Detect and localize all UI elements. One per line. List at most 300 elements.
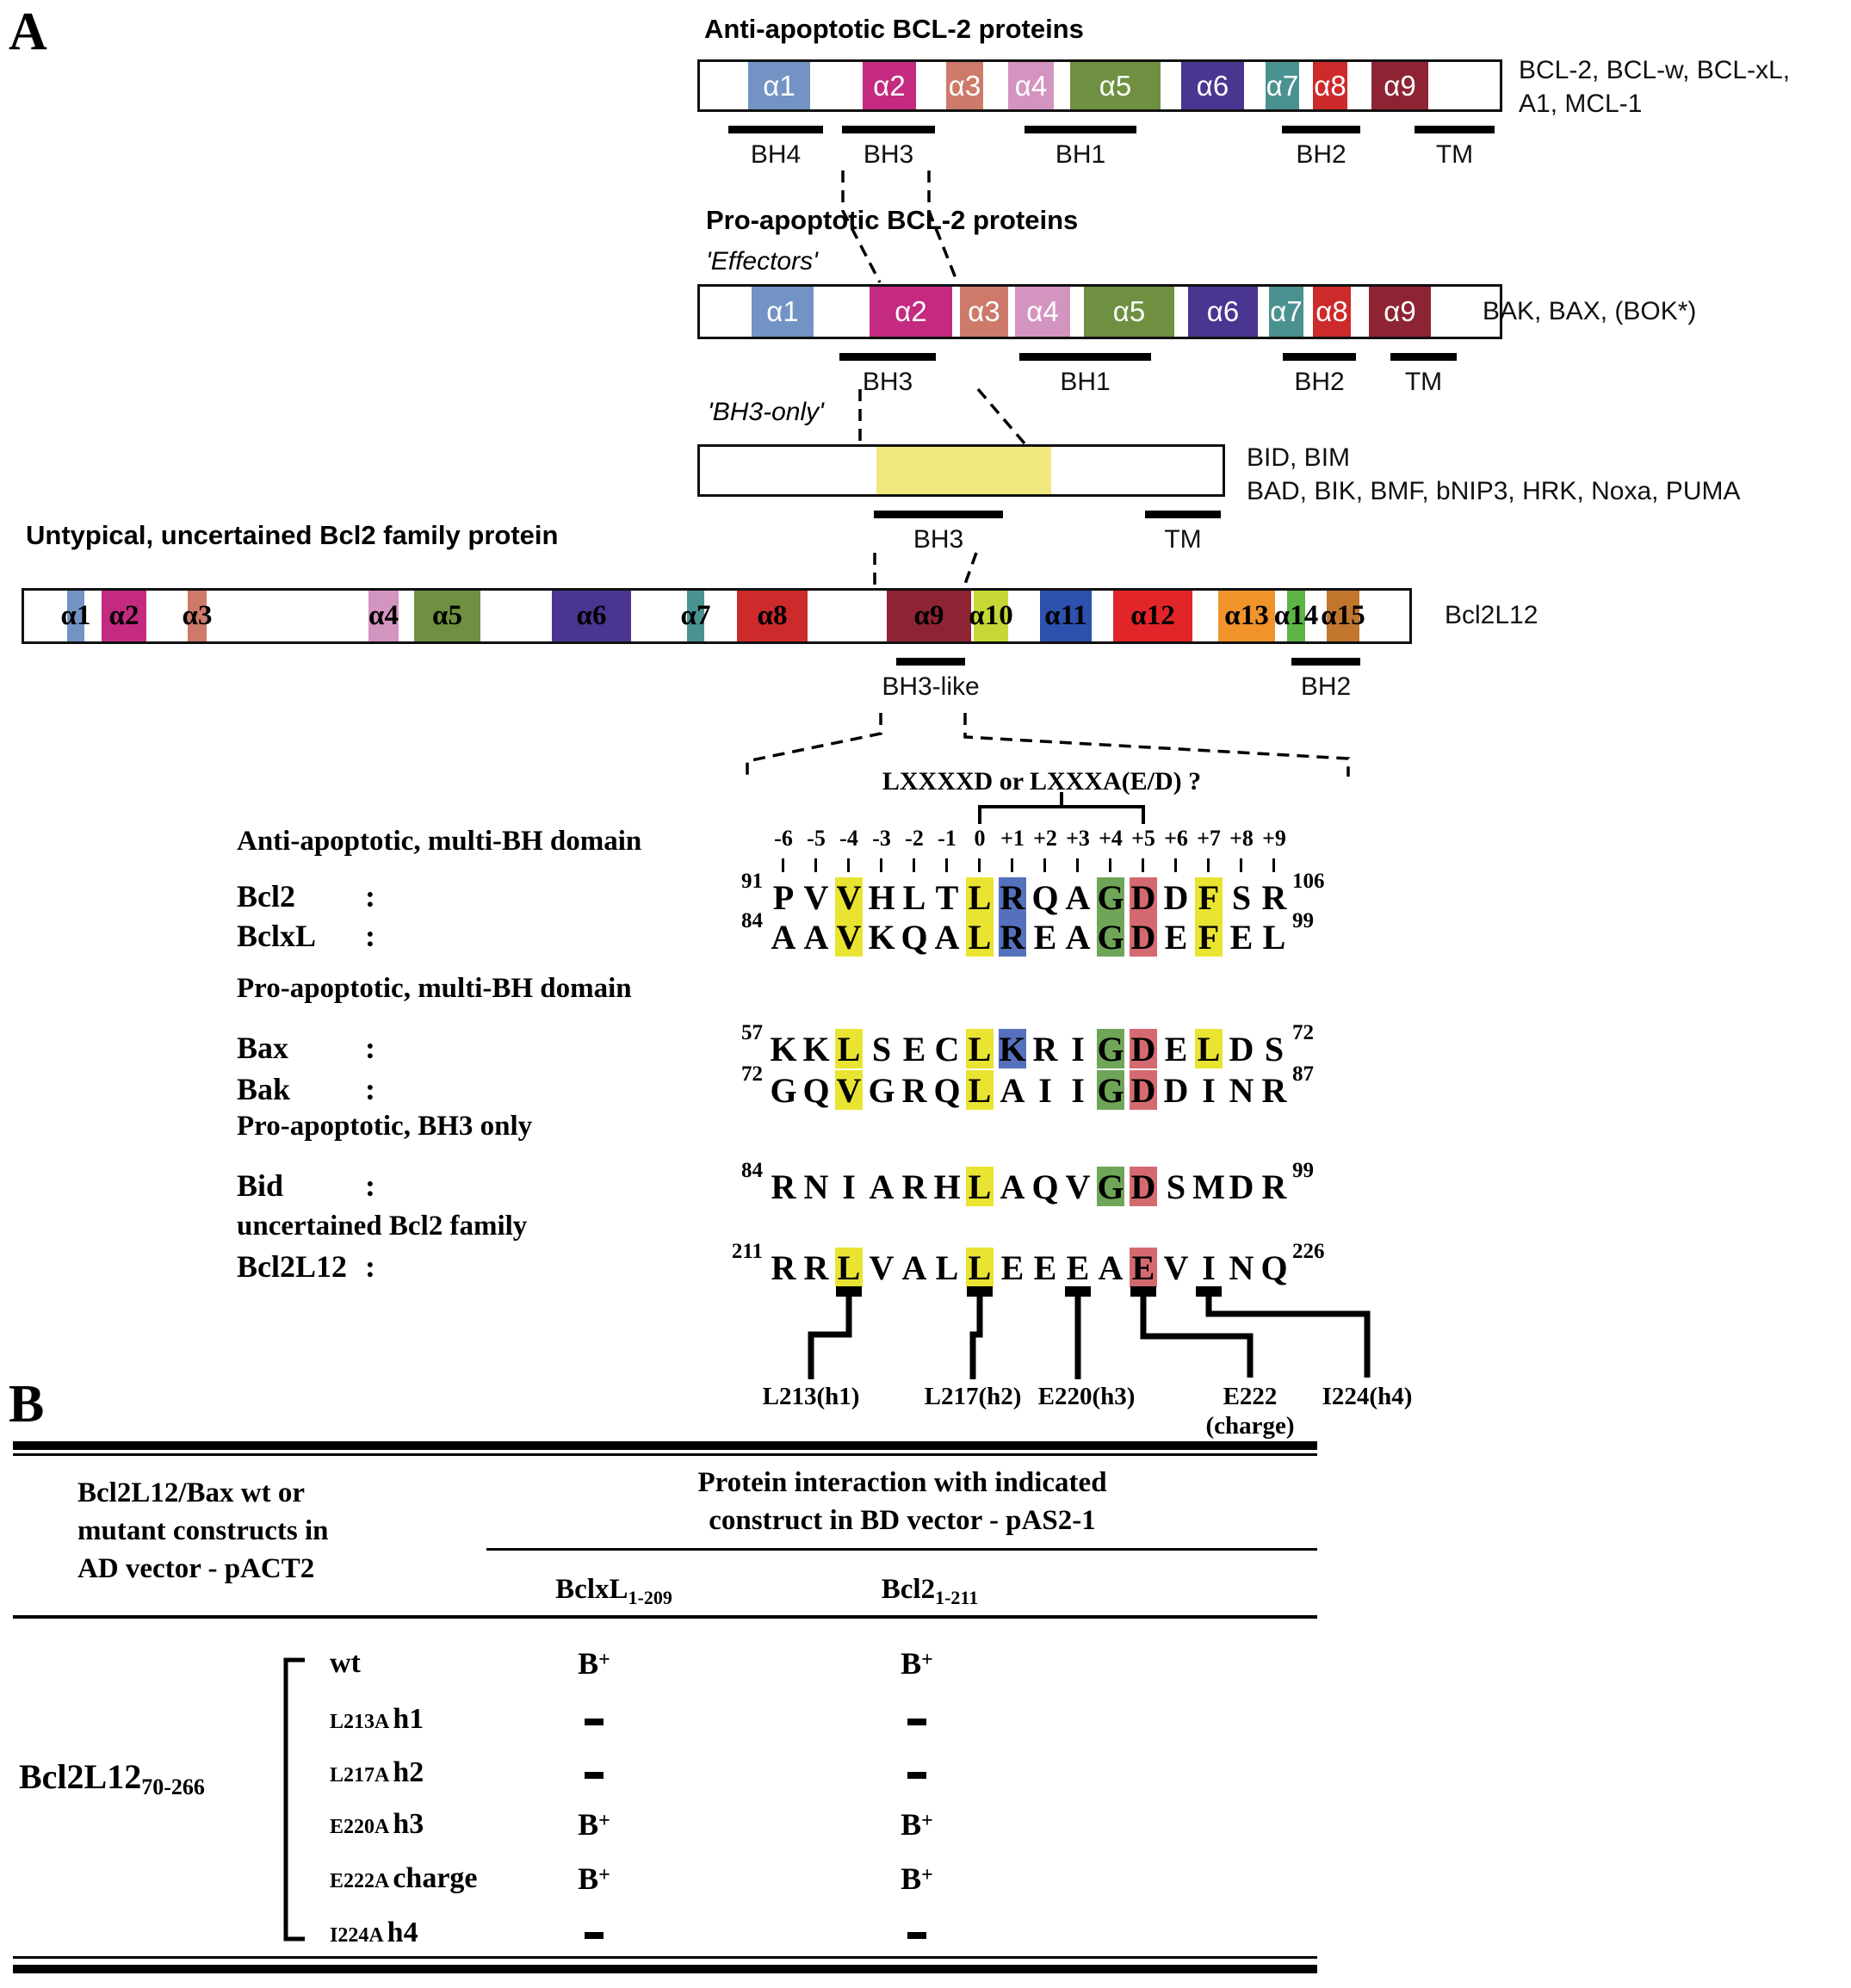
pro-apoptotic-effector-bar-segment-6 <box>1188 287 1258 337</box>
bcl2l12-bar-title: Untypical, uncertained Bcl2 family protein <box>26 520 559 550</box>
residue-letter: E <box>1164 918 1188 957</box>
bcl2l12-bar-segment-11 <box>1040 591 1092 641</box>
residue-letter: K <box>770 1030 797 1068</box>
bh3-only-bar-tm-bar <box>1145 511 1221 518</box>
motif-bracket <box>980 807 1143 824</box>
residue-letter: K <box>802 1030 830 1068</box>
bh3-only-bar-bh3-label: BH3 <box>913 525 964 554</box>
residue-letter: L <box>968 1071 992 1110</box>
table-cell-value: B+ <box>578 1807 610 1842</box>
residue-letter: A <box>771 918 796 957</box>
residue-letter: D <box>1130 878 1156 917</box>
residue-letter: R <box>1032 1030 1058 1068</box>
table-cell-value: B+ <box>578 1646 610 1681</box>
bcl2l12-bar-segment-label: α12 <box>1130 600 1175 631</box>
bcl2l12-bar-segment-label: α2 <box>108 600 139 631</box>
anti-apoptotic-bar-segment-9 <box>1371 62 1428 109</box>
residue-letter: L <box>837 1248 861 1287</box>
anti-apoptotic-bar-title: Anti-apoptotic BCL-2 proteins <box>704 14 1084 44</box>
bcl2l12-bar-segment-label: α4 <box>368 600 399 631</box>
residue-letter: L <box>968 1030 992 1068</box>
bcl2l12-bar-segment-6 <box>552 591 631 641</box>
residue-letter: Q <box>933 1071 961 1110</box>
bcl2l12-bar-segment-2 <box>102 591 146 641</box>
table-row-label-h2: L217A h2 <box>330 1756 424 1788</box>
dashed-guide-bh3-bar3-right <box>964 553 976 586</box>
pro-apoptotic-effector-bar-segment-9 <box>1369 287 1431 337</box>
position-number: -1 <box>938 826 956 851</box>
table-cell-value-negative <box>585 1932 604 1939</box>
pro-apoptotic-effector-bar-segment-label: α9 <box>1384 295 1416 327</box>
anti-apoptotic-bar-segment-label: α4 <box>1014 69 1048 102</box>
alignment-group-heading-1: Anti-apoptotic, multi-BH domain <box>237 826 642 857</box>
table-colgroup-title-line: construct in BD vector - pAS2-1 <box>709 1505 1096 1536</box>
residue-letter: G <box>1097 1167 1124 1206</box>
pro-apoptotic-effector-bar-subtitle: 'Effectors' <box>706 247 818 276</box>
bcl2l12-bar-segment-5 <box>414 591 480 641</box>
residue-letter: I <box>1071 1071 1085 1110</box>
position-tick <box>814 858 817 872</box>
anti-apoptotic-bar-bh4-label: BH4 <box>750 140 802 169</box>
residue-letter: A <box>869 1167 895 1206</box>
residue-letter: D <box>1130 1167 1156 1206</box>
pro-apoptotic-effector-bar-segment-label: α7 <box>1270 295 1303 327</box>
anti-apoptotic-bar-protein-list-line: BCL-2, BCL-w, BCL-xL, <box>1519 56 1791 84</box>
residue-letter: R <box>1000 918 1025 957</box>
bcl2l12-bar-protein-list <box>1445 598 1538 632</box>
bh3-only-bar-bh3-bar <box>874 511 1003 518</box>
bh3-only-bar-tm-label: TM <box>1164 525 1202 554</box>
residue-letter: E <box>1066 1248 1090 1287</box>
table-group-bracket <box>286 1660 305 1939</box>
sequence-colon: : <box>365 919 375 953</box>
table-bottom-rule-thin <box>13 1956 1317 1959</box>
bcl2l12-bar-segment-3 <box>182 591 213 641</box>
anti-apoptotic-bar-tm-bar <box>1415 126 1495 133</box>
position-tick <box>1043 858 1046 872</box>
bcl2l12-bar-segment-8 <box>737 591 808 641</box>
position-tick <box>1272 858 1275 872</box>
residue-letter: L <box>968 878 992 917</box>
residue-letter: M <box>1192 1167 1225 1206</box>
sequence-start-number: 84 <box>741 1159 763 1182</box>
sequence-end-number: 226 <box>1292 1240 1325 1263</box>
sequence-start-number: 72 <box>741 1062 763 1086</box>
table-row-label-charge: E222A charge <box>330 1862 478 1894</box>
residue-letter: E <box>1033 918 1057 957</box>
residue-letter: R <box>803 1248 829 1287</box>
bh3-only-bar-segment-1 <box>876 447 1051 494</box>
sequence-colon: : <box>365 1249 375 1284</box>
bcl2l12-bar-segment-label: α5 <box>432 600 462 631</box>
table-cell-value-negative <box>585 1719 604 1725</box>
anti-apoptotic-bar-tm-label: TM <box>1435 140 1474 169</box>
anti-apoptotic-bar-bh2-bar <box>1282 126 1360 133</box>
residue-letter: L <box>968 1167 992 1206</box>
bcl2l12-bar-segment-label: α7 <box>680 600 711 631</box>
callout-label-L213(h1): L213(h1) <box>762 1383 860 1410</box>
callout-label-E222: E222 <box>1223 1383 1278 1410</box>
position-number: +5 <box>1131 826 1155 851</box>
residue-letter: F <box>1198 918 1220 957</box>
pro-apoptotic-effector-bar-segment-4 <box>1015 287 1070 337</box>
residue-letter: S <box>871 1030 892 1068</box>
sequence-start-number: 211 <box>731 1240 763 1263</box>
sequence-colon: : <box>365 879 375 913</box>
bcl2l12-bar-segment-4 <box>368 591 399 641</box>
sequence-end-number: 87 <box>1292 1062 1314 1086</box>
residue-letter: G <box>1097 1030 1124 1068</box>
table-cell-value: B+ <box>901 1861 933 1896</box>
table-colgroup-title-line: Protein interaction with indicated <box>697 1467 1107 1498</box>
residue-letter: R <box>1261 878 1287 917</box>
table-group-label: $Bcl2L12_{70-266}$ <box>19 1757 205 1799</box>
pro-apoptotic-effector-bar-segment-3 <box>960 287 1008 337</box>
residue-letter: N <box>1229 1248 1254 1287</box>
residue-letter: L <box>968 918 992 957</box>
sequence-name-Bcl2: Bcl2 <box>237 879 295 913</box>
anti-apoptotic-bar-segment-8 <box>1313 62 1347 109</box>
residue-letter: E <box>1131 1248 1155 1287</box>
position-tick <box>1174 858 1177 872</box>
anti-apoptotic-bar-bh4-bar <box>728 126 823 133</box>
residue-letter: G <box>868 1071 895 1110</box>
residue-letter: G <box>770 1071 797 1110</box>
sequence-start-number: 91 <box>741 870 763 893</box>
residue-letter: V <box>1065 1167 1091 1206</box>
motif-consensus-label: LXXXXD or LXXXA(E/D) ? <box>882 767 1202 796</box>
pro-apoptotic-effector-bar-segment-2 <box>870 287 952 337</box>
anti-apoptotic-bar-protein-list-line: A1, MCL-1 <box>1519 90 1643 118</box>
callout-line-I224 <box>1209 1291 1367 1378</box>
residue-letter: I <box>1071 1030 1085 1068</box>
residue-letter: C <box>934 1030 960 1068</box>
table-cell-value-negative <box>907 1772 926 1779</box>
position-tick <box>1076 858 1079 872</box>
alignment-group-heading-3: Pro-apoptotic, BH3 only <box>237 1111 533 1142</box>
bcl2l12-bar-segment-10 <box>969 591 1013 641</box>
residue-letter: E <box>1000 1248 1025 1287</box>
residue-letter: R <box>771 1167 796 1206</box>
residue-letter: L <box>1197 1030 1221 1068</box>
residue-letter: E <box>1164 1030 1188 1068</box>
anti-apoptotic-bar-segment-label: α6 <box>1196 69 1229 102</box>
position-number: -3 <box>872 826 891 851</box>
callout-label-L217(h2): L217(h2) <box>924 1383 1022 1410</box>
anti-apoptotic-bar-bh1-bar <box>1025 126 1136 133</box>
anti-apoptotic-bar-segment-3 <box>946 62 983 109</box>
pro-apoptotic-effector-bar-segment-label: α1 <box>766 295 799 327</box>
anti-apoptotic-bar-segment-label: α2 <box>873 69 906 102</box>
bcl2l12-bar-segment-label: α1 <box>60 600 91 631</box>
residue-letter: V <box>1163 1248 1189 1287</box>
residue-letter: L <box>837 1030 861 1068</box>
table-cell-value-negative <box>907 1719 926 1725</box>
pro-apoptotic-effector-bar-bh1-bar <box>1019 353 1151 361</box>
sequence-start-number: 57 <box>741 1021 763 1044</box>
residue-letter: S <box>1231 878 1252 917</box>
residue-letter: A <box>901 1248 927 1287</box>
residue-letter: S <box>1166 1167 1186 1206</box>
residue-letter: R <box>1000 878 1025 917</box>
residue-letter: Q <box>1260 1248 1288 1287</box>
residue-letter: V <box>836 878 862 917</box>
residue-letter: V <box>803 878 829 917</box>
sequence-end-number: 99 <box>1292 909 1314 932</box>
residue-letter: Q <box>1031 1167 1059 1206</box>
pro-apoptotic-effector-bar-segment-label: α4 <box>1026 295 1059 327</box>
residue-letter: L <box>968 1248 992 1287</box>
sequence-name-Bak: Bak <box>237 1072 291 1106</box>
bcl2l12-bar-segment-label: α6 <box>576 600 607 631</box>
residue-letter: A <box>1000 1071 1025 1110</box>
residue-letter: P <box>772 878 795 917</box>
pro-apoptotic-effector-bar-segment-label: α3 <box>968 295 1000 327</box>
bh3-only-bar-protein-list <box>1247 441 1741 508</box>
table-cell-value-negative <box>907 1932 926 1939</box>
callout-sublabel: (charge) <box>1205 1412 1295 1440</box>
anti-apoptotic-bar-bh1-label: BH1 <box>1055 140 1106 169</box>
pro-apoptotic-effector-bar-segment-label: α8 <box>1316 295 1348 327</box>
residue-letter: I <box>842 1167 856 1206</box>
pro-apoptotic-effector-bar-segment-1 <box>752 287 814 337</box>
table-rowhead-title-line: mutant constructs in <box>77 1515 329 1546</box>
bh3-only-bar-protein-list-line: BAD, BIK, BMF, bNIP3, HRK, Noxa, PUMA <box>1247 477 1741 505</box>
residue-letter: R <box>1261 1167 1287 1206</box>
anti-apoptotic-bar-segment-7 <box>1266 62 1299 109</box>
table-row-label-h4: I224A h4 <box>330 1917 418 1948</box>
sequence-colon: : <box>365 1072 375 1106</box>
residue-letter: H <box>933 1167 961 1206</box>
position-number: +9 <box>1262 826 1286 851</box>
residue-letter: R <box>901 1167 927 1206</box>
sequence-end-number: 106 <box>1292 870 1325 893</box>
table-rowhead-title-line: AD vector - pACT2 <box>77 1553 315 1584</box>
bcl2l12-bar-segment-label: α11 <box>1044 600 1087 631</box>
bcl2l12-bar-segment-9 <box>887 591 971 641</box>
residue-letter: V <box>869 1248 895 1287</box>
residue-letter: G <box>1097 918 1124 957</box>
residue-letter: I <box>1202 1248 1216 1287</box>
anti-apoptotic-bar-segment-label: α5 <box>1099 69 1132 102</box>
residue-letter: Q <box>1031 878 1059 917</box>
table-column-header-BclxL: BclxL$_{1-209}$ <box>555 1574 672 1608</box>
position-number: -2 <box>905 826 924 851</box>
bcl2l12-bar-segment-label: α13 <box>1224 600 1269 631</box>
position-tick <box>945 858 948 872</box>
table-header-rule <box>13 1615 1317 1619</box>
position-number: -6 <box>774 826 793 851</box>
residue-letter: H <box>868 878 895 917</box>
bcl2l12-bar-segment-1 <box>60 591 91 641</box>
table-subheader-rule <box>486 1548 1317 1551</box>
bcl2l12-bar-segment-label: α3 <box>182 600 213 631</box>
table-cell-value: B+ <box>901 1646 933 1681</box>
residue-letter: E <box>902 1030 926 1068</box>
position-tick <box>880 858 882 872</box>
position-tick <box>1011 858 1013 872</box>
anti-apoptotic-bar-segment-label: α7 <box>1266 69 1299 102</box>
position-number: +3 <box>1066 826 1090 851</box>
panel-a-label: A <box>9 3 47 61</box>
dashed-funnel-left <box>747 713 881 780</box>
bcl2l12-bar-segment-label: α14 <box>1273 600 1319 631</box>
bcl2l12-bar <box>22 588 1412 644</box>
anti-apoptotic-bar-segment-6 <box>1181 62 1244 109</box>
table-cell-value: B+ <box>901 1807 933 1842</box>
bcl2l12-bar-segment-13 <box>1218 591 1275 641</box>
sequence-start-number: 84 <box>741 909 763 932</box>
position-number: -4 <box>839 826 858 851</box>
residue-letter: F <box>1198 878 1220 917</box>
pro-apoptotic-effector-bar-bh3-bar <box>839 353 936 361</box>
anti-apoptotic-bar-protein-list <box>1519 53 1790 121</box>
pro-apoptotic-effector-bar <box>697 284 1502 339</box>
sequence-name-Bid: Bid <box>237 1168 284 1203</box>
bcl2l12-bar-segment-label: α10 <box>969 600 1013 631</box>
residue-letter: A <box>1065 878 1091 917</box>
anti-apoptotic-bar-segment-label: α8 <box>1314 69 1346 102</box>
pro-apoptotic-effector-bar-segment-8 <box>1313 287 1351 337</box>
pro-apoptotic-effector-bar-segment-7 <box>1269 287 1303 337</box>
residue-letter: L <box>1262 918 1286 957</box>
residue-letter: E <box>1033 1248 1057 1287</box>
position-tick <box>1109 858 1111 872</box>
residue-letter: V <box>836 1071 862 1110</box>
residue-letter: A <box>1098 1248 1124 1287</box>
position-tick <box>1207 858 1210 872</box>
residue-letter: D <box>1163 878 1189 917</box>
residue-letter: G <box>1097 878 1124 917</box>
position-tick <box>847 858 850 872</box>
anti-apoptotic-bar-segment-4 <box>1008 62 1054 109</box>
position-number: +2 <box>1033 826 1057 851</box>
pro-apoptotic-effector-bar-title: Pro-apoptotic BCL-2 proteins <box>706 205 1079 235</box>
residue-letter: N <box>803 1167 829 1206</box>
callout-label-I224(h4): I224(h4) <box>1322 1383 1413 1410</box>
bcl2l12-bar-bh3-like-bar <box>896 658 965 666</box>
sequence-name-Bcl2L12: Bcl2L12 <box>237 1249 348 1284</box>
table-row-label-wt: wt <box>330 1647 361 1679</box>
bcl2l12-bar-bh3-like-label: BH3-like <box>882 672 980 701</box>
position-number: +1 <box>1000 826 1025 851</box>
position-number: -5 <box>807 826 826 851</box>
bcl2l12-bar-segment-14 <box>1273 591 1319 641</box>
table-row-label-h3: E220A h3 <box>330 1808 424 1840</box>
anti-apoptotic-bar-segment-2 <box>863 62 916 109</box>
position-number: +8 <box>1229 826 1254 851</box>
residue-letter: E <box>1229 918 1254 957</box>
residue-letter: K <box>999 1030 1026 1068</box>
residue-letter: A <box>934 918 960 957</box>
sequence-end-number: 99 <box>1292 1159 1314 1182</box>
dashed-guide-bh3-bar2-right <box>978 389 1025 443</box>
pro-apoptotic-effector-bar-protein-list <box>1483 294 1696 328</box>
position-tick <box>1142 858 1144 872</box>
table-colgroup-title <box>697 1464 1106 1539</box>
callout-line-L217 <box>973 1291 980 1379</box>
anti-apoptotic-bar-segment-label: α1 <box>763 69 795 102</box>
table-column-header-Bcl2: $Bcl2_{1-211}$ <box>881 1574 979 1608</box>
residue-letter: I <box>1202 1071 1216 1110</box>
table-bottom-rule-thick <box>13 1965 1317 1973</box>
alignment-group-heading-4: uncertained Bcl2 family <box>237 1211 528 1242</box>
callout-label-E220(h3): E220(h3) <box>1037 1383 1136 1410</box>
pro-apoptotic-effector-bar-tm-bar <box>1390 353 1457 361</box>
position-tick <box>782 858 784 872</box>
pro-apoptotic-effector-bar-bh3-label: BH3 <box>862 368 913 396</box>
residue-letter: R <box>771 1248 796 1287</box>
table-cell-value: B+ <box>578 1861 610 1896</box>
anti-apoptotic-bar-bh3-label: BH3 <box>863 140 914 169</box>
anti-apoptotic-bar <box>697 59 1502 112</box>
residue-letter: D <box>1130 1030 1156 1068</box>
callout-line-L213 <box>811 1291 849 1379</box>
bcl2l12-bar-segment-label: α8 <box>757 600 788 631</box>
residue-letter: D <box>1130 918 1156 957</box>
alignment-group-heading-2: Pro-apoptotic, multi-BH domain <box>237 973 632 1004</box>
anti-apoptotic-bar-bh3-bar <box>842 126 935 133</box>
table-top-rule-thin <box>13 1453 1317 1456</box>
pro-apoptotic-effector-bar-bh2-label: BH2 <box>1294 368 1345 396</box>
residue-letter: T <box>935 878 959 917</box>
residue-letter: G <box>1097 1071 1124 1110</box>
position-number: +7 <box>1197 826 1221 851</box>
pro-apoptotic-effector-bar-bh1-label: BH1 <box>1060 368 1111 396</box>
pro-apoptotic-effector-bar-segment-5 <box>1084 287 1174 337</box>
pro-apoptotic-effector-bar-protein-list-line: BAK, BAX, (BOK*) <box>1483 297 1697 325</box>
bcl2l12-bar-segment-label: α9 <box>913 600 944 631</box>
anti-apoptotic-bar-segment-label: α3 <box>948 69 981 102</box>
pro-apoptotic-effector-bar-tm-label: TM <box>1404 368 1443 396</box>
bcl2l12-bar-bh2-label: BH2 <box>1300 672 1352 701</box>
residue-letter: R <box>901 1071 927 1110</box>
pro-apoptotic-effector-bar-segment-label: α6 <box>1206 295 1240 327</box>
residue-letter: L <box>902 878 926 917</box>
sequence-end-number: 72 <box>1292 1021 1314 1044</box>
residue-letter: Q <box>802 1071 830 1110</box>
panel-b-label: B <box>9 1375 45 1434</box>
residue-letter: D <box>1130 1071 1156 1110</box>
table-cell-value-negative <box>585 1772 604 1779</box>
table-row-label-h1: L213A h1 <box>330 1703 424 1735</box>
residue-letter: Q <box>901 918 928 957</box>
position-tick <box>978 858 981 872</box>
bcl2l12-bar-segment-label: α15 <box>1321 600 1365 631</box>
bcl2l12-bar-segment-15 <box>1321 591 1365 641</box>
anti-apoptotic-bar-bh2-label: BH2 <box>1296 140 1346 169</box>
callout-line-E222 <box>1143 1291 1250 1378</box>
residue-letter: D <box>1229 1030 1254 1068</box>
bh3-only-bar <box>697 444 1225 497</box>
bh3-only-bar-protein-list-line: BID, BIM <box>1247 443 1351 472</box>
position-number: +4 <box>1099 826 1123 851</box>
residue-letter: R <box>1261 1071 1287 1110</box>
residue-letter: D <box>1229 1167 1254 1206</box>
table-rowhead-title-line: Bcl2L12/Bax wt or <box>77 1477 305 1508</box>
residue-letter: N <box>1229 1071 1254 1110</box>
bcl2l12-bar-bh2-bar <box>1291 658 1360 666</box>
sequence-colon: : <box>365 1031 375 1065</box>
sequence-name-Bax: Bax <box>237 1031 289 1065</box>
residue-letter: V <box>836 918 862 957</box>
position-tick <box>913 858 915 872</box>
bcl2l12-bar-segment-12 <box>1113 591 1192 641</box>
residue-letter: L <box>935 1248 959 1287</box>
pro-apoptotic-effector-bar-segment-label: α2 <box>895 295 927 327</box>
table-rowhead-title <box>77 1474 329 1588</box>
residue-letter: D <box>1163 1071 1189 1110</box>
